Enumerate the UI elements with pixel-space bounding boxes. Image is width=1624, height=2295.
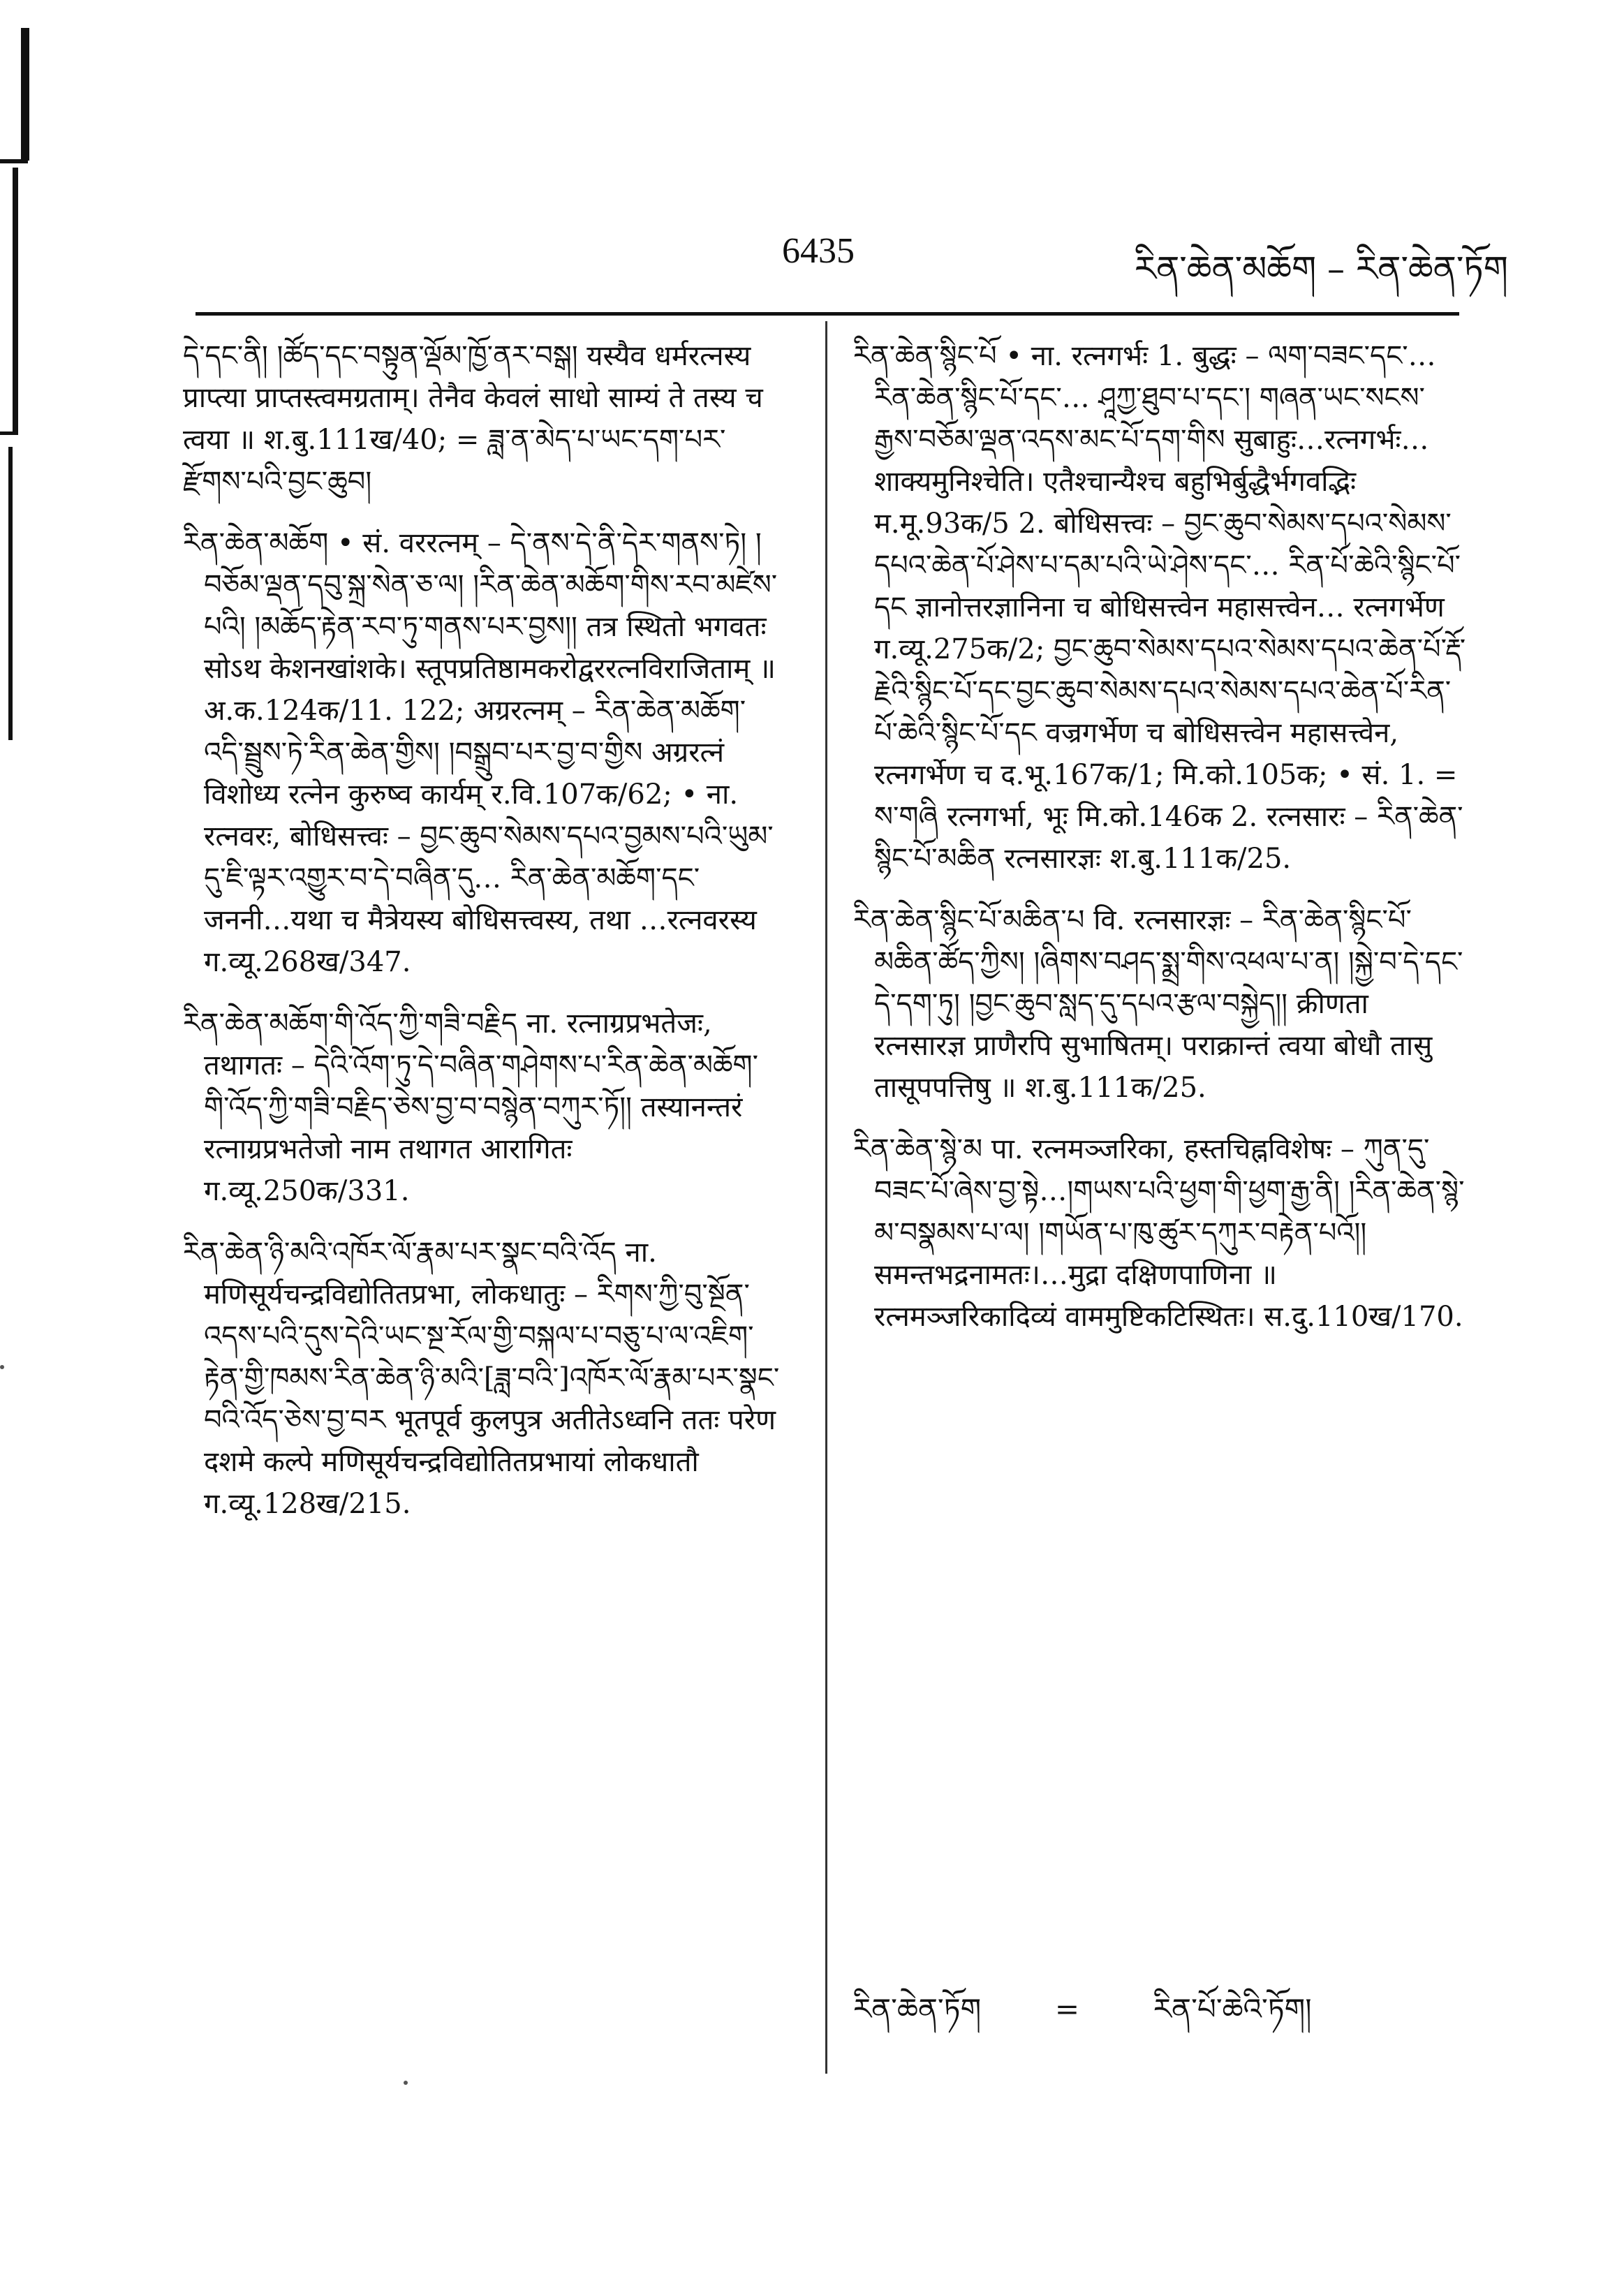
scan-edge-mark-middle-tick [0, 431, 18, 435]
scan-edge-mark-lower [8, 447, 13, 740]
scan-edge-mark-top [21, 28, 29, 161]
cross-reference-headword: རིན་ཆེན་ཏོག [853, 1992, 982, 2026]
page-number: 6435 [782, 231, 855, 271]
dictionary-entry: རིན་ཆེན་མཆོག་གི་འོད་ཀྱི་གཟི་བརྗིད ना. रत्नाग्रप्रभतेजः, तथागतः – དེའི་འོག་ཏུ་དེ་བཞིན་གཤེགས་པ་རིན་ཆེན་མཆོག་གི་འོད་ཀྱི་གཟི་བརྗིད་ཅེས་བྱ་བ་བསྙེན་བཀུར་ཏོ།། तस्यानन्तरं रत्नाग्रप्रभतेजो नाम तथागत आरागितः ग.व्यू.250क/331. [183, 1008, 758, 1207]
dictionary-entry: དེ་དང་ནི། །ཚོད་དང་བསྟུན་ལྡོམ་ཁྱོ་ནར་བསྒ། यस्यैव धर्मरत्नस्य प्राप्त्या प्राप्तस्त्वमग्रताम्। तेनैव केवलं साधो साम्यं ते तस्य च त्वया ॥ श.बु.111ख/40; = ཟླ་ན་མེད་པ་ཡང་དག་པར་རྫོགས་པའི་བྱང་ཆུབ། [183, 340, 763, 498]
dictionary-entry: རིན་ཆེན་སྙིང་པོ • ना. रत्नगर्भः 1. बुद्धः – ལག་བཟང་དང་… རིན་ཆེན་སྙིང་པོ་དང་… ཤཱཀྱ་ཐུབ་པ་དང་། གཞན་ཡང་སངས་རྒྱས་བཅོམ་ལྡན་འདས་མང་པོ་དག་གིས सुबाहुः…रत्नगर्भः…शाक्यमुनिश्चेति। एतैश्चान्यैश्च बहुभिर्बुद्धैर्भगवद्भिः म.मू.93क/5 2. बोधिसत्त्वः – བྱང་ཆུབ་སེམས་དཔའ་སེམས་དཔའ་ཆེན་པོ་ཤེས་པ་དམ་པའི་ཡེ་ཤེས་དང་… རིན་པོ་ཆེའི་སྙིང་པོ་དང ज्ञानोत्तरज्ञानिना च बोधिसत्त्वेन महासत्त्वेन… रत्नगर्भेण ग.व्यू.275क/2; བྱང་ཆུབ་སེམས་དཔའ་སེམས་དཔའ་ཆེན་པོ་རྡོ་རྗེའི་སྙིང་པོ་དང་བྱང་ཆུབ་སེམས་དཔའ་སེམས་དཔའ་ཆེན་པོ་རིན་པོ་ཆེའི་སྙིང་པོ་དང वज्रगर्भेण च बोधिसत्त्वेन महासत्त्वेन, रत्नगर्भेण च द.भू.167क/1; मि.को.105क; • सं. 1. = ས་གཞི रत्नगर्भा, भूः मि.को.146क 2. रत्नसारः – རིན་ཆེན་སྙིང་པོ་མཆིན रत्नसारज्ञः श.बु.111क/25. [853, 340, 1466, 875]
header-rule [195, 312, 1459, 316]
scan-edge-mark-middle [13, 168, 18, 433]
dictionary-entry: རིན་ཆེན་སྙེ་མ पा. रत्नमञ्जरिका, हस्तचिह्नविशेषः – ཀུན་དུ་བཟང་པོ་ཞེས་བྱ་སྟེ…།གཡས་པའི་ཕྱག་གི་ཕྱག་རྒྱ་ནི། །རིན་ཆེན་སྙེ་མ་བསྣམས་པ་ལ། །གཡོན་པ་ཁུ་ཚུར་དཀུར་བརྟེན་པའོ།། समन्तभद्रनामतः।…मुद्रा दक्षिणपाणिना ॥ रत्नमञ्जरिकादिव्यं वाममुष्टिकटिस्थितः। स.दु.110ख/170. [853, 1133, 1465, 1333]
dictionary-entry: རིན་ཆེན་ཉི་མའི་འཁོར་ལོ་རྣམ་པར་སྣང་བའི་འོད ना. मणिसूर्यचन्द्रविद्योतितप्रभा, लोकधातुः – རིགས་ཀྱི་བུ་སྔོན་འདས་པའི་དུས་དེའི་ཡང་སྔ་རོལ་གྱི་བསྐལ་པ་བཅུ་པ་ལ་འཇིག་རྟེན་གྱི་ཁམས་རིན་ཆེན་ཉི་མའི་[ཟླ་བའི་]འཁོར་ལོ་རྣམ་པར་སྣང་བའི་འོད་ཅེས་བྱ་བར भूतपूर्व कुलपुत्र अतीतेऽध्वनि ततः परेण दशमे कल्पे मणिसूर्यचन्द्रविद्योतितप्रभायां लोकधातौ ग.व्यू.128ख/215. [183, 1237, 780, 1520]
running-head: རིན་ཆེན་མཆོག – རིན་ཆེན་ཏོག [1134, 249, 1508, 289]
dictionary-entry: རིན་ཆེན་མཆོག • सं. वररत्नम् – དེ་ནས་དེ་ནི་དེར་གནས་ཏེ། །བཅོམ་ལྡན་དབུ་སྐྲ་སེན་ཅ་ལ། །རིན་ཆེན་མཆོག་གིས་རབ་མཛེས་པའི། །མཆོད་རྟེན་རབ་ཏུ་གནས་པར་བྱས།། तत्र स्थितो भगवतः सोऽथ केशनखांशके। स्तूपप्रतिष्ठामकरोद्वररत्नविराजिताम् ॥ अ.क.124क/11. 122; अग्ररत्नम् – རིན་ཆེན་མཆོག་འདི་སྦྲུས་ཏེ་རིན་ཆེན་གྱིས། །བསྒྲུབ་པར་བྱ་བ་གྱིས अग्ररत्नं विशोध्य रत्नेन कुरुष्व कार्यम् र.वि.107क/62; • ना. रत्नवरः, बोधिसत्त्वः – བྱང་ཆུབ་སེམས་དཔའ་བྱམས་པའི་ཡུམ་དུ་ཇི་ལྟར་འགྱུར་བ་དེ་བཞིན་དུ… རིན་ཆེན་མཆོག་དང་ जननी…यथा च मैत्रेयस्य बोधिसत्त्वस्य, तथा …रत्नवरस्य ग.व्यू.268ख/347. [183, 527, 778, 978]
left-column [183, 335, 783, 1544]
dictionary-entry: རིན་ཆེན་སྙིང་པོ་མཆིན་པ वि. रत्नसारज्ञः – རིན་ཆེན་སྙིང་པོ་མཆིན་ཚོད་ཀྱིས། །ཞིགས་བཤད་སྨྲ་གིས་འཕལ་པ་ན། །སྐྱེ་བ་དེ་དང་དེ་དག་ཏུ། །བྱང་ཆུབ་སླད་དུ་དཔའ་རྩལ་བསྐྱེད།། क्रीणता रत्नसारज्ञ प्राणैरपि सुभाषितम्। पराक्रान्तं त्वया बोधौ तासु तासूपपत्तिषु ॥ श.बु.111क/25. [853, 904, 1463, 1104]
column-divider [825, 321, 827, 2074]
scan-speck [0, 1365, 4, 1369]
cross-reference-target: རིན་པོ་ཆེའི་ཏོག། [1153, 1992, 1312, 2026]
right-column [853, 335, 1468, 1357]
scan-edge-mark-top-tick [0, 159, 28, 163]
scan-speck [404, 2081, 408, 2085]
equals-sign: = [1054, 1992, 1080, 2026]
cross-reference-entry [853, 1976, 1468, 2059]
